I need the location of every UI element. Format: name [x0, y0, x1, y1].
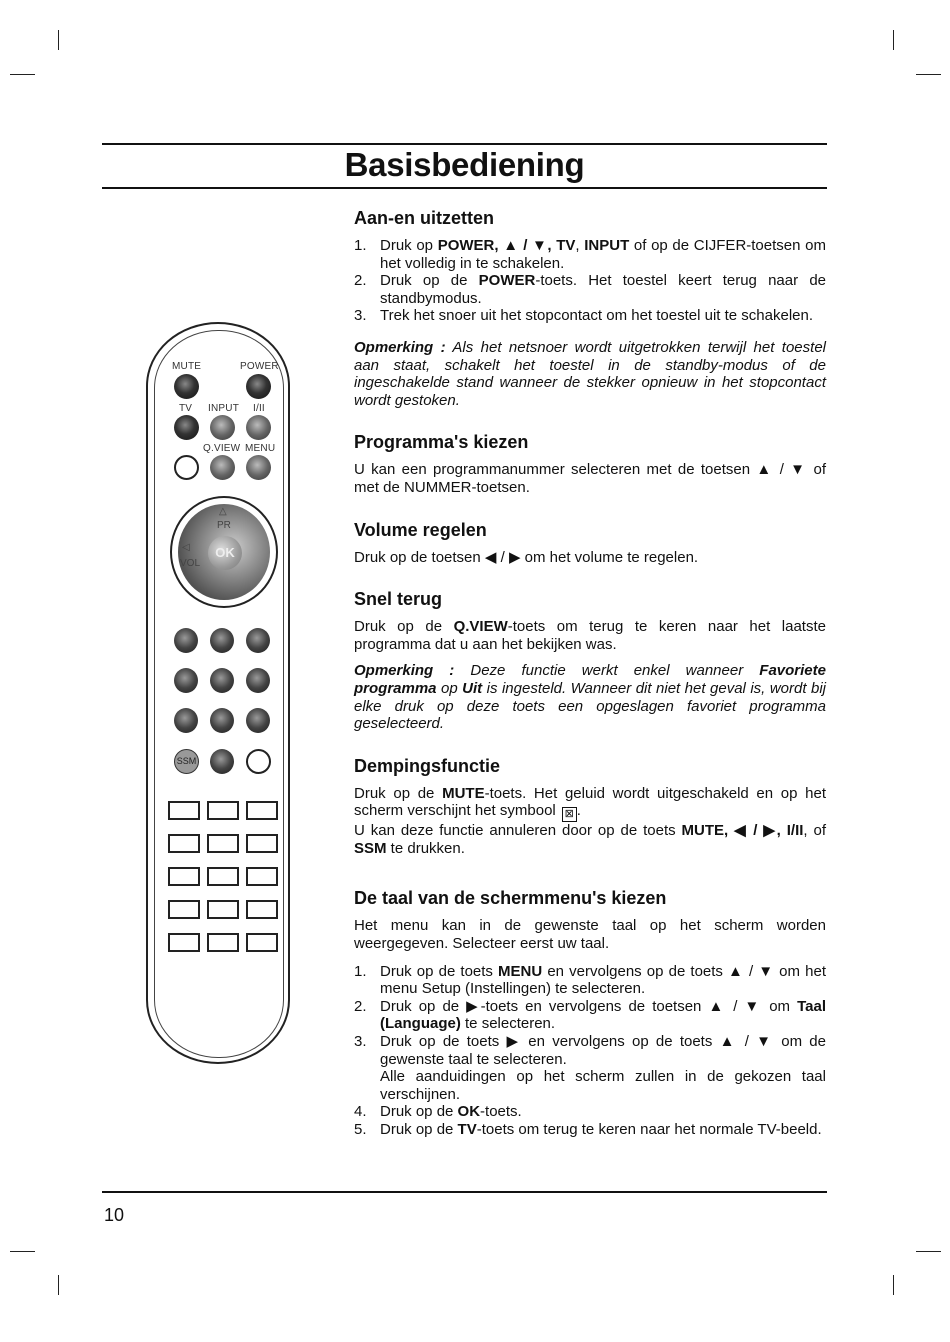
rect-button — [246, 933, 278, 952]
list-item: 2. Druk op de POWER-toets. Het toestel keert terug naar de standbymodus. — [354, 272, 827, 307]
rect-button — [207, 867, 239, 886]
rect-button — [207, 834, 239, 853]
footer-rule — [102, 1191, 827, 1193]
blank-round-button-2 — [246, 749, 271, 774]
number-button-6 — [246, 668, 270, 693]
number-button-9 — [246, 708, 270, 733]
page-number: 10 — [104, 1205, 125, 1225]
i-ii-button — [246, 415, 271, 440]
list-item: 1. Druk op POWER, ▲ / ▼, TV, INPUT of op de CIJFER-toetsen om het volledig in te schakelen. — [354, 237, 826, 272]
number-button-5 — [210, 668, 234, 693]
section-back — [354, 588, 826, 733]
crop-mark — [893, 30, 894, 50]
section-language — [354, 887, 826, 1138]
crop-mark — [58, 30, 59, 50]
tv-label: TV — [179, 403, 193, 414]
back-note: Opmerking : Deze functie werkt enkel wanneer Favoriete programma op Uit is ingesteld. Wanneer dit niet het geval is, wordt bij elke druk op deze toets een opgeslagen favoriet programma geselecteerd. — [354, 662, 826, 733]
number-button-2 — [210, 628, 234, 653]
navigation-pad-inner — [178, 504, 270, 600]
section-heading: De taal van de schermmenu's kiezen — [354, 888, 667, 909]
mute-label: MUTE — [172, 361, 202, 372]
number-button-8 — [210, 708, 234, 733]
tv-button — [174, 415, 199, 440]
section-text: Druk op de Q.VIEW-toets om terug te keren naar het laatste programma dat u aan het bekijken was. — [354, 618, 826, 653]
input-button — [210, 415, 235, 440]
menu-button — [246, 455, 271, 480]
rect-button — [168, 900, 200, 919]
list-item: 5. Druk op de TV-toets om terug te keren naar het normale TV-beeld. — [354, 1121, 822, 1138]
menu-label: MENU — [245, 443, 276, 454]
rect-button — [246, 900, 278, 919]
section-volume — [354, 519, 826, 567]
number-button-4 — [174, 668, 198, 693]
ssm-button: SSM — [174, 749, 199, 774]
section-program — [354, 431, 826, 496]
left-arrow-icon: ◁ — [182, 542, 190, 553]
section-text: Druk op de toetsen ◀ / ▶ om het volume te regelen. — [354, 548, 699, 566]
number-button-3 — [246, 628, 270, 653]
qview-label: Q.VIEW — [203, 443, 241, 454]
section-power — [354, 207, 826, 409]
section-heading: Aan-en uitzetten — [354, 208, 495, 228]
rect-button — [246, 867, 278, 886]
qview-button — [210, 455, 235, 480]
rect-button — [207, 900, 239, 919]
section-heading: Snel terug — [354, 589, 443, 610]
rect-button — [207, 933, 239, 952]
number-button-0 — [210, 749, 234, 774]
title-rule-bottom — [102, 187, 827, 189]
rect-button — [207, 801, 239, 820]
power-steps — [354, 237, 826, 325]
section-mute — [354, 755, 826, 858]
section-text: Druk op de MUTE-toets. Het geluid wordt uitgeschakeld en op het scherm verschijnt het symbool ⊠ . — [354, 784, 826, 821]
title-rule-top — [102, 143, 827, 145]
section-heading: Programma's kiezen — [354, 432, 529, 453]
pr-label: PR — [217, 520, 231, 531]
crop-mark — [58, 1275, 59, 1295]
section-heading: Volume regelen — [354, 519, 487, 540]
crop-mark — [916, 74, 941, 75]
rect-button — [246, 834, 278, 853]
mute-symbol-icon: ⊠ — [562, 807, 577, 822]
input-label: INPUT — [208, 403, 239, 414]
list-item: 3. Trek het snoer uit het stopcontact om het toestel uit te schakelen. — [354, 307, 814, 325]
i-ii-label: I/II — [253, 403, 265, 414]
section-text: Het menu kan in de gewenste taal op het scherm worden weergegeven. Selecteer eerst uw taal. — [354, 917, 826, 953]
rect-button — [168, 834, 200, 853]
ok-button: OK — [208, 536, 242, 570]
rect-button — [168, 867, 200, 886]
up-arrow-icon: △ — [219, 506, 227, 517]
rect-button — [246, 801, 278, 820]
power-label: POWER — [240, 361, 279, 372]
list-item: 1. Druk op de toets MENU en vervolgens op de toets ▲ / ▼ om het menu Setup (Instellingen) te selecteren. — [354, 962, 826, 998]
section-text: U kan deze functie annuleren door op de toets MUTE, ◀ / ▶, I/II, of SSM te drukken. — [354, 822, 826, 857]
section-heading: Dempingsfunctie — [354, 755, 501, 776]
crop-mark — [893, 1275, 894, 1295]
remote-control-illustration — [146, 322, 290, 1064]
navigation-pad — [170, 496, 278, 608]
language-steps — [354, 963, 826, 1139]
list-item: 2. Druk op de ▶-toets en vervolgens de toetsen ▲ / ▼ om Taal (Language) te selecteren. — [354, 997, 826, 1033]
rect-button — [168, 933, 200, 952]
page-title: Basisbediening — [344, 146, 585, 183]
main-content — [354, 207, 826, 1161]
number-button-1 — [174, 628, 198, 653]
crop-mark — [916, 1251, 941, 1252]
list-item: 4. Druk op de OK-toets. — [354, 1103, 522, 1121]
section-text: U kan een programmanummer selecteren met de toetsen ▲ / ▼ of met de NUMMER-toetsen. — [354, 461, 826, 496]
vol-label: VOL — [180, 558, 201, 569]
crop-mark — [10, 1251, 35, 1252]
power-note: Opmerking : Als het netsnoer wordt uitgetrokken terwijl het toestel aan staat, schakelt het toestel in de standby-modus of de ingeschakelde stand wanneer de stekker opnieuw in het stopcontact wordt gestoken. — [354, 338, 826, 409]
power-button — [246, 374, 271, 399]
rect-button — [168, 801, 200, 820]
mute-button — [174, 374, 199, 399]
blank-round-button — [174, 455, 199, 480]
number-button-7 — [174, 708, 198, 733]
list-item: 3. Druk op de toets ▶ en vervolgens op de toets ▲ / ▼ om de gewenste taal te selecteren. Alle aanduidingen op het scherm zullen in de gekozen taal verschijnen. — [354, 1033, 826, 1103]
crop-mark — [10, 74, 35, 75]
